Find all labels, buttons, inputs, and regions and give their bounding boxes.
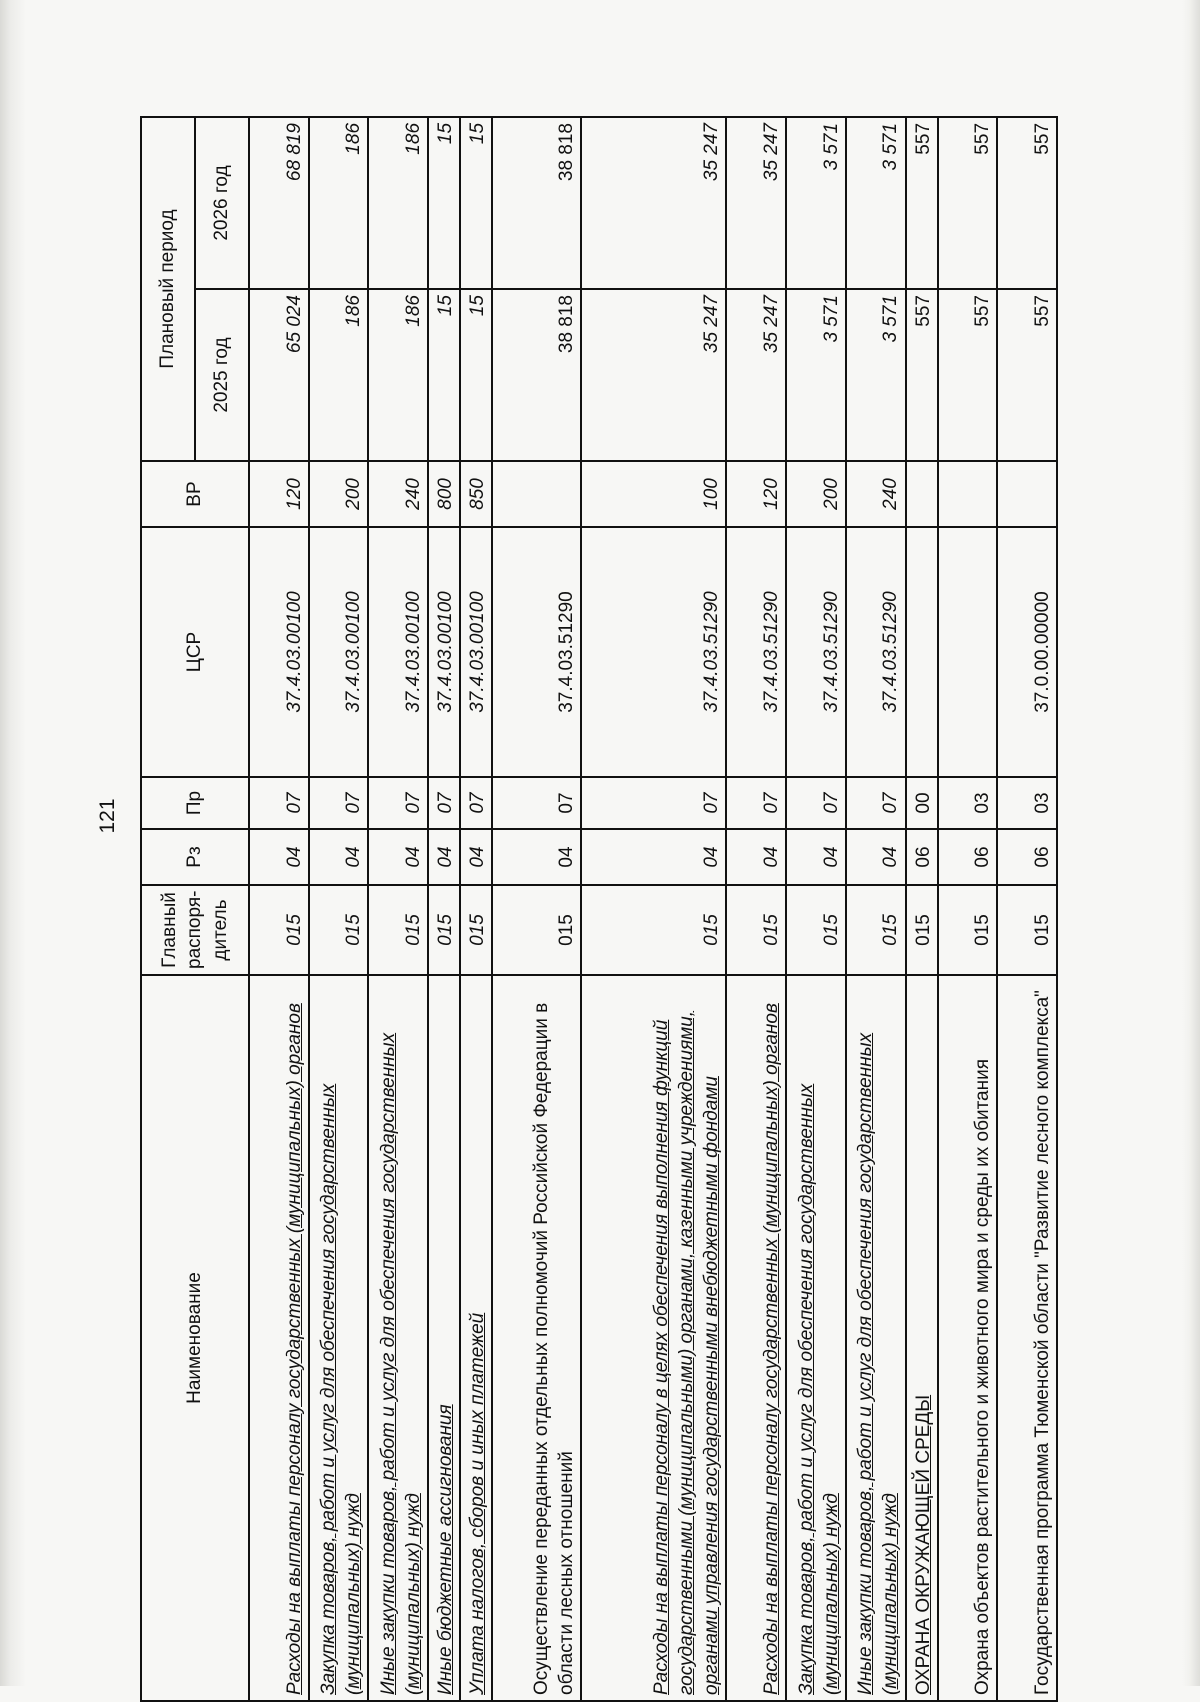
row-2026: 186	[368, 117, 428, 289]
table-row	[846, 117, 906, 1701]
table-row	[906, 117, 938, 1701]
row-pr: 00	[906, 777, 938, 829]
row-main-manager: 015	[309, 885, 369, 975]
row-name: Иные бюджетные ассигнования	[428, 975, 460, 1701]
row-rz: 04	[786, 829, 846, 885]
row-rz: 04	[309, 829, 369, 885]
row-csr	[938, 527, 998, 777]
table-row	[460, 117, 492, 1701]
table-row	[309, 117, 369, 1701]
row-vr: 800	[428, 461, 460, 527]
row-name: Иные закупки товаров, работ и услуг для обеспечения государственных (муниципальных) нужд	[846, 975, 906, 1701]
header-year-2025: 2025 год	[195, 289, 249, 461]
row-rz: 04	[581, 829, 727, 885]
row-2026: 186	[309, 117, 369, 289]
row-vr: 240	[846, 461, 906, 527]
table-row	[368, 117, 428, 1701]
scan-edge-right	[1182, 0, 1200, 1686]
row-main-manager: 015	[428, 885, 460, 975]
row-rz: 06	[906, 829, 938, 885]
row-2025: 3 571	[786, 289, 846, 461]
table-wrapper	[140, 118, 1058, 1702]
row-2025: 186	[309, 289, 369, 461]
row-main-manager: 015	[368, 885, 428, 975]
row-pr: 03	[997, 777, 1057, 829]
row-main-manager: 015	[460, 885, 492, 975]
table-row	[726, 117, 786, 1701]
row-name: Расходы на выплаты персоналу государственных (муниципальных) органов	[249, 975, 309, 1701]
row-name: Расходы на выплаты персоналу в целях обеспечения выполнения функций государственными (муниципальными) органами, казенными учреждениями, органами управления государственными внебюджетными фондами	[581, 975, 727, 1701]
row-pr: 07	[309, 777, 369, 829]
row-2025: 557	[997, 289, 1057, 461]
row-vr	[938, 461, 998, 527]
row-2025: 15	[428, 289, 460, 461]
row-rz: 04	[428, 829, 460, 885]
row-main-manager: 015	[997, 885, 1057, 975]
row-2025: 38 818	[492, 289, 580, 461]
row-2026: 557	[997, 117, 1057, 289]
row-name: ОХРАНА ОКРУЖАЮЩЕЙ СРЕДЫ	[906, 975, 938, 1701]
row-csr	[906, 527, 938, 777]
row-pr: 07	[249, 777, 309, 829]
row-name: Государственная программа Тюменской области "Развитие лесного комплекса"	[997, 975, 1057, 1701]
row-csr: 37.4.03.51290	[786, 527, 846, 777]
row-2025: 557	[938, 289, 998, 461]
row-pr: 07	[492, 777, 580, 829]
rotated-table-container	[140, 118, 1058, 1702]
row-2026: 557	[938, 117, 998, 289]
row-2025: 15	[460, 289, 492, 461]
row-vr: 120	[726, 461, 786, 527]
header-pr: Пр	[141, 777, 249, 829]
row-csr: 37.4.03.00100	[460, 527, 492, 777]
row-2026: 35 247	[726, 117, 786, 289]
row-csr: 37.4.03.51290	[846, 527, 906, 777]
row-2026: 3 571	[846, 117, 906, 289]
row-pr: 07	[460, 777, 492, 829]
row-2025: 35 247	[726, 289, 786, 461]
row-name: Осуществление переданных отдельных полномочий Российской Федерации в области лесных отношений	[492, 975, 580, 1701]
table-row	[997, 117, 1057, 1701]
table-row	[428, 117, 460, 1701]
row-pr: 03	[938, 777, 998, 829]
table-row	[581, 117, 727, 1701]
row-rz: 04	[368, 829, 428, 885]
table-row	[249, 117, 309, 1701]
row-pr: 07	[368, 777, 428, 829]
header-rz: Рз	[141, 829, 249, 885]
row-csr: 37.4.03.51290	[581, 527, 727, 777]
row-rz: 06	[997, 829, 1057, 885]
row-main-manager: 015	[906, 885, 938, 975]
header-name: Наименование	[141, 975, 249, 1701]
row-2026: 557	[906, 117, 938, 289]
row-main-manager: 015	[249, 885, 309, 975]
header-planned-period: Плановый период	[141, 117, 195, 461]
row-csr: 37.0.00.00000	[997, 527, 1057, 777]
row-name: Закупка товаров, работ и услуг для обеспечения государственных (муниципальных) нужд	[786, 975, 846, 1701]
row-vr: 850	[460, 461, 492, 527]
row-vr: 200	[786, 461, 846, 527]
row-name: Охрана объектов растительного и животного мира и среды их обитания	[938, 975, 998, 1701]
budget-table	[140, 116, 1058, 1702]
row-csr: 37.4.03.00100	[428, 527, 460, 777]
row-csr: 37.4.03.51290	[726, 527, 786, 777]
row-main-manager: 015	[846, 885, 906, 975]
row-main-manager: 015	[726, 885, 786, 975]
row-csr: 37.4.03.51290	[492, 527, 580, 777]
row-name: Уплата налогов, сборов и иных платежей	[460, 975, 492, 1701]
row-csr: 37.4.03.00100	[249, 527, 309, 777]
row-2026: 15	[428, 117, 460, 289]
row-2026: 3 571	[786, 117, 846, 289]
row-rz: 04	[249, 829, 309, 885]
row-rz: 04	[492, 829, 580, 885]
row-vr: 240	[368, 461, 428, 527]
header-main-manager: Главный распоря-дитель	[141, 885, 249, 975]
row-2025: 35 247	[581, 289, 727, 461]
row-2025: 186	[368, 289, 428, 461]
row-pr: 07	[726, 777, 786, 829]
row-rz: 04	[846, 829, 906, 885]
row-name: Расходы на выплаты персоналу государственных (муниципальных) органов	[726, 975, 786, 1701]
row-main-manager: 015	[581, 885, 727, 975]
header-year-2026: 2026 год	[195, 117, 249, 289]
row-vr	[906, 461, 938, 527]
row-name: Иные закупки товаров, работ и услуг для обеспечения государственных (муниципальных) нужд	[368, 975, 428, 1701]
row-2025: 557	[906, 289, 938, 461]
row-vr: 120	[249, 461, 309, 527]
row-vr	[997, 461, 1057, 527]
table-row	[786, 117, 846, 1701]
row-2025: 65 024	[249, 289, 309, 461]
row-main-manager: 015	[938, 885, 998, 975]
table-row	[492, 117, 580, 1701]
row-2026: 38 818	[492, 117, 580, 289]
row-rz: 06	[938, 829, 998, 885]
row-main-manager: 015	[786, 885, 846, 975]
row-pr: 07	[581, 777, 727, 829]
row-rz: 04	[460, 829, 492, 885]
row-2026: 15	[460, 117, 492, 289]
row-pr: 07	[786, 777, 846, 829]
row-pr: 07	[428, 777, 460, 829]
row-2025: 3 571	[846, 289, 906, 461]
row-csr: 37.4.03.00100	[309, 527, 369, 777]
row-vr: 200	[309, 461, 369, 527]
row-rz: 04	[726, 829, 786, 885]
row-2026: 35 247	[581, 117, 727, 289]
page-number: 121	[96, 798, 119, 834]
scan-edge-left	[0, 0, 26, 1686]
row-csr: 37.4.03.00100	[368, 527, 428, 777]
row-vr: 100	[581, 461, 727, 527]
header-csr: ЦСР	[141, 527, 249, 777]
row-2026: 68 819	[249, 117, 309, 289]
row-vr	[492, 461, 580, 527]
table-row	[938, 117, 998, 1701]
row-pr: 07	[846, 777, 906, 829]
row-main-manager: 015	[492, 885, 580, 975]
row-name: Закупка товаров, работ и услуг для обеспечения государственных (муниципальных) нужд	[309, 975, 369, 1701]
header-vr: ВР	[141, 461, 249, 527]
